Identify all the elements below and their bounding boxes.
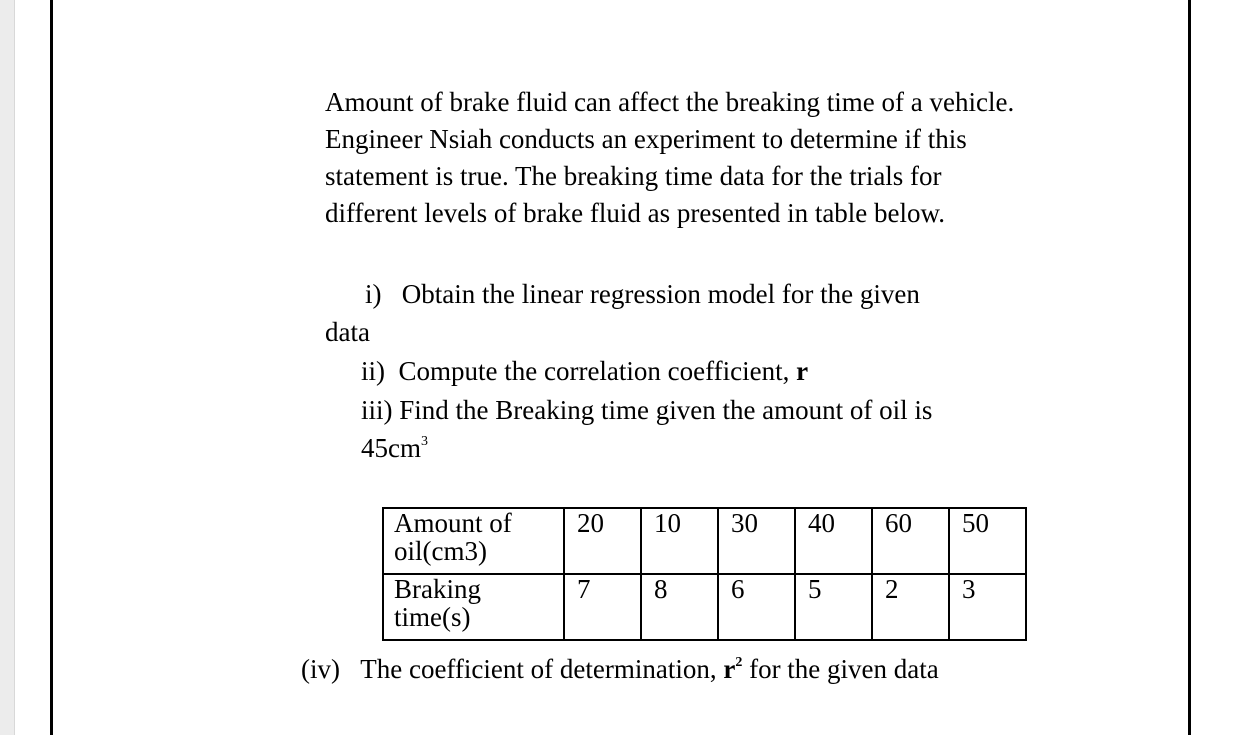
question-i-text: Obtain the linear regression model for the given (401, 279, 920, 309)
table-cell: 50 (949, 508, 1026, 574)
question-iv-tail: for the given data (749, 654, 939, 684)
row-label-line: time(s) (394, 602, 471, 632)
table-row (383, 574, 1026, 640)
row-label-line: oil(cm3) (394, 536, 487, 566)
table-cell: 10 (641, 508, 718, 574)
table-row (383, 508, 1026, 574)
question-i-number: i) (365, 279, 382, 309)
question-i (365, 276, 920, 313)
oil-amount-exponent: 3 (421, 434, 428, 449)
oil-amount-value: 45cm (361, 433, 421, 463)
table-cell: 2 (872, 574, 949, 640)
table-cell: 3 (949, 574, 1026, 640)
intro-paragraph: Amount of brake fluid can affect the breaking time of a vehicle. Engineer Nsiah conducts an experiment to determine if this statement is true. The breaking time data for the trials for different levels of brake fluid as presented in table below. (325, 87, 1015, 228)
question-ii (361, 353, 808, 390)
determination-exponent (735, 655, 742, 670)
table-cell: 6 (718, 574, 795, 640)
table-row-label (383, 574, 564, 640)
question-iii-number: iii) (361, 395, 393, 425)
table-cell: 5 (795, 574, 872, 640)
question-iii-value (361, 430, 428, 467)
table-cell: 7 (564, 574, 641, 640)
row-label-line: Amount of (394, 508, 512, 538)
data-table (382, 507, 1027, 641)
question-iv (301, 651, 939, 688)
table-cell: 20 (564, 508, 641, 574)
table-cell: 60 (872, 508, 949, 574)
determination-symbol: r (723, 654, 736, 684)
table-cell: 40 (795, 508, 872, 574)
correlation-symbol: r (796, 356, 809, 386)
row-label-line: Braking (394, 574, 481, 604)
page-left-edge (0, 0, 15, 735)
table-cell: 30 (718, 508, 795, 574)
question-ii-text: Compute the correlation coefficient, (398, 356, 790, 386)
question-ii-number: ii) (361, 356, 385, 386)
table-row-label (383, 508, 564, 574)
question-iii (361, 392, 932, 429)
question-iv-number: (iv) (301, 654, 340, 684)
question-i-continued: data (325, 317, 370, 347)
question-iii-text: Find the Breaking time given the amount of oil is (399, 395, 933, 425)
exponent-digit: 2 (735, 655, 743, 670)
table-cell: 8 (641, 574, 718, 640)
question-iv-text: The coefficient of determination, (360, 654, 717, 684)
